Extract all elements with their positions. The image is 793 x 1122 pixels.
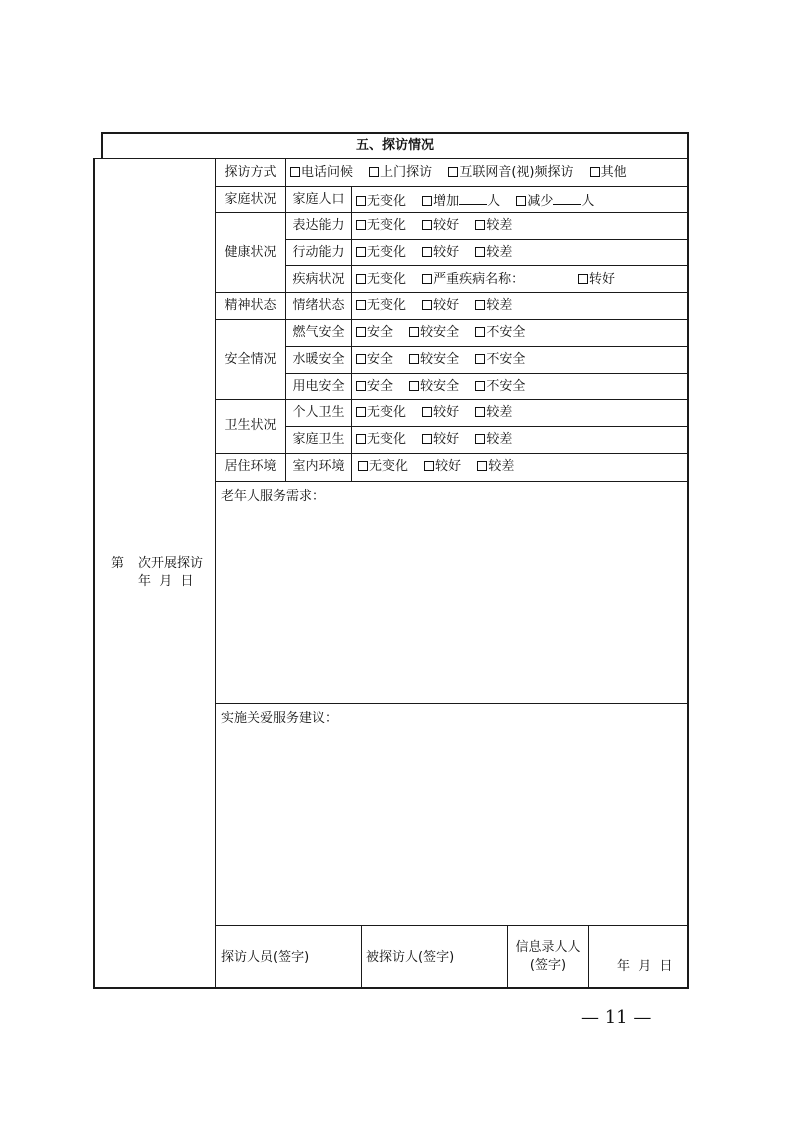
checkbox[interactable] [578,274,588,284]
checkbox[interactable] [356,220,366,230]
checkbox[interactable] [424,461,434,471]
option[interactable]: 较安全 [409,325,459,340]
item-water: 水暖安全 [292,352,345,367]
option[interactable]: 安全 [356,325,393,340]
table-top-border [101,132,689,134]
sign-divider [588,925,589,988]
option-no-change[interactable]: 无变化 [356,194,406,209]
item-disease: 疾病状况 [292,272,345,287]
option[interactable]: 较好 [422,432,459,447]
express-options [356,218,512,234]
option-door[interactable]: 上门探访 [369,165,432,180]
row-line [215,186,688,187]
checkbox[interactable] [422,300,432,310]
checkbox[interactable] [356,434,366,444]
decrease-blank[interactable] [553,192,581,205]
row-line [285,373,688,374]
option[interactable]: 较好 [422,245,459,260]
option[interactable]: 无变化 [356,218,406,233]
needs-label: 老年人服务需求： [221,489,326,504]
checkbox[interactable] [356,300,366,310]
option-phone[interactable]: 电话问候 [290,165,353,180]
option-other[interactable]: 其他 [590,165,627,180]
needs-textarea[interactable] [217,508,685,700]
checkbox[interactable] [409,381,419,391]
option[interactable]: 较差 [475,245,512,260]
row-line [285,265,688,266]
option[interactable]: 较好 [424,459,461,474]
category-living: 居住环境 [224,459,277,474]
row-line [215,212,688,213]
checkbox[interactable] [475,354,485,364]
checkbox[interactable] [475,247,485,257]
sign-divider [361,925,362,988]
option[interactable]: 较好 [422,298,459,313]
item-power: 用电安全 [292,379,345,394]
option[interactable]: 较差 [475,432,512,447]
checkbox[interactable] [475,407,485,417]
emotion-options [356,298,512,314]
sign-divider [507,925,508,988]
sign-date: 年 月 日 [617,959,673,974]
action-options [356,245,512,261]
visitee-signature-label: 被探访人(签字) [366,950,455,965]
option[interactable]: 安全 [356,352,393,367]
table-left-border [93,158,95,989]
option[interactable]: 较安全 [409,352,459,367]
category-safety: 安全情况 [224,352,277,367]
checkbox[interactable] [369,167,379,177]
option[interactable]: 较差 [475,405,512,420]
checkbox[interactable] [516,196,526,206]
water-options [356,352,525,368]
checkbox[interactable] [356,196,366,206]
checkbox[interactable] [590,167,600,177]
power-options [356,379,525,395]
option[interactable]: 较差 [475,218,512,233]
category-mental: 精神状态 [224,298,277,313]
category-health: 健康状况 [224,245,277,260]
page-number: — 11 — [581,1007,652,1028]
row-line [285,346,688,347]
checkbox[interactable] [409,327,419,337]
col-divider-visit [215,158,216,988]
row-line [215,703,688,704]
checkbox[interactable] [448,167,458,177]
row-line [215,292,688,293]
checkbox[interactable] [422,407,432,417]
personal-options [356,405,512,421]
suggest-textarea[interactable] [217,730,685,922]
row-line [215,319,688,320]
row-line [285,426,688,427]
section-title: 五、探访情况 [355,138,434,153]
item-home: 家庭卫生 [292,432,345,447]
option[interactable]: 较好 [422,218,459,233]
recorder-label-line2: (签字) [529,958,567,973]
visit-count-suffix: 次开展探访 [138,556,204,571]
option-serious[interactable]: 严重疾病名称： [422,272,524,287]
gas-options [356,325,525,341]
option[interactable]: 不安全 [475,352,525,367]
option-increase[interactable]: 增加 人 [422,194,500,209]
checkbox[interactable] [475,434,485,444]
table-right-border [687,132,689,989]
row-line [215,925,688,926]
disease-options [356,272,524,288]
item-express: 表达能力 [292,218,345,233]
checkbox[interactable] [475,220,485,230]
recorder-label-line1: 信息录人人 [515,940,581,955]
option[interactable]: 无变化 [356,298,406,313]
option[interactable]: 无变化 [356,272,406,287]
option[interactable]: 较差 [475,298,512,313]
checkbox[interactable] [477,461,487,471]
item-emotion: 情绪状态 [292,298,345,313]
method-options [290,165,627,181]
item-indoor: 室内环境 [292,459,345,474]
checkbox[interactable] [422,220,432,230]
checkbox[interactable] [356,274,366,284]
option[interactable]: 不安全 [475,379,525,394]
checkbox[interactable] [422,274,432,284]
checkbox[interactable] [422,196,432,206]
item-family-population: 家庭人口 [292,192,345,207]
visit-date: 年 月 日 [138,574,194,589]
increase-blank[interactable] [459,192,487,205]
checkbox[interactable] [422,434,432,444]
checkbox[interactable] [290,167,300,177]
checkbox[interactable] [475,300,485,310]
option[interactable]: 安全 [356,379,393,394]
option[interactable]: 不安全 [475,325,525,340]
checkbox[interactable] [356,407,366,417]
option[interactable]: 无变化 [356,405,406,420]
indoor-options [358,459,514,475]
option[interactable]: 无变化 [356,432,406,447]
checkbox[interactable] [356,327,366,337]
checkbox[interactable] [422,247,432,257]
checkbox[interactable] [356,354,366,364]
checkbox[interactable] [356,381,366,391]
visit-count-prefix: 第 [111,556,125,571]
category-method: 探访方式 [224,165,277,180]
option-video[interactable]: 互联网音(视)频探访 [448,165,573,180]
row-line [215,399,688,400]
option-improve[interactable]: 转好 [578,272,615,288]
row-line [215,453,688,454]
item-personal: 个人卫生 [292,405,345,420]
row-line [215,481,688,482]
item-gas: 燃气安全 [292,325,345,340]
suggest-label: 实施关爱服务建议： [221,711,339,726]
checkbox[interactable] [475,327,485,337]
item-action: 行动能力 [292,245,345,260]
category-hygiene: 卫生状况 [224,418,277,433]
checkbox[interactable] [409,354,419,364]
option[interactable]: 较安全 [409,379,459,394]
checkbox[interactable] [475,381,485,391]
option[interactable]: 无变化 [358,459,408,474]
home-options [356,432,512,448]
option-decrease[interactable]: 减少 人 [516,194,594,209]
option[interactable]: 较差 [477,459,514,474]
title-row-line [93,158,689,159]
visitor-signature-label: 探访人员(签字) [221,950,310,965]
col-divider-item [351,186,352,481]
category-family: 家庭状况 [224,192,277,207]
table-bottom-border [93,987,689,989]
option[interactable]: 较好 [422,405,459,420]
checkbox[interactable] [356,247,366,257]
checkbox[interactable] [358,461,368,471]
family-options [356,192,594,210]
row-line [285,239,688,240]
option[interactable]: 无变化 [356,245,406,260]
